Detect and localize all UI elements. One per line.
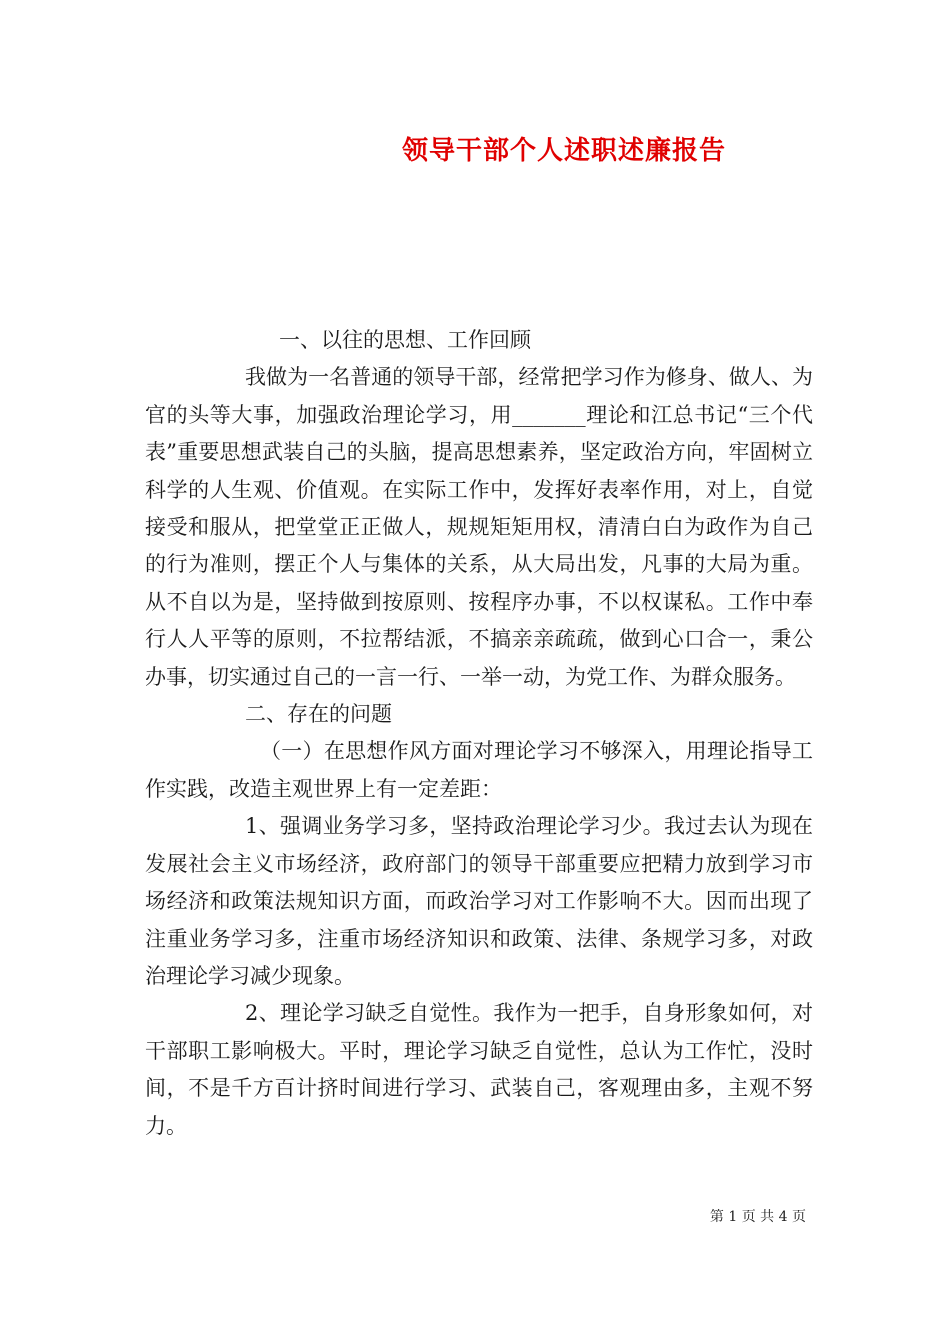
list-item-2: 2、理论学习缺乏自觉性。我作为一把手，自身形象如何，对干部职工影响极大。平时，理论学习缺乏自觉性，总认为工作忙，没时间，不是千方百计挤时间进行学习、武装自己，客观理由多，主观不努力。 — [145, 1001, 813, 1138]
subsection-heading-1: （一）在思想作风方面对理论学习不够深入，用理论指导工作实践，改造主观世界上有一定差距： — [145, 739, 813, 801]
page-number: 第 1 页 共 4 页 — [709, 1209, 806, 1225]
section-heading-1: 一、以往的思想、工作回顾 — [279, 328, 531, 352]
list-item-1: 1、强调业务学习多，坚持政治理论学习少。我过去认为现在发展社会主义市场经济，政府部门的领导干部重要应把精力放到学习市场经济和政策法规知识方面，而政治学习对工作影响不大。因而出现了注重业务学习多，注重市场经济知识和政策、法律、条规学习多，对政治理论学习减少现象。 — [145, 814, 813, 988]
section-heading-2: 二、存在的问题 — [245, 702, 392, 727]
document-body — [145, 322, 813, 1145]
document-title: 领导干部个人述职述廉报告 — [401, 136, 726, 166]
paragraph-1: 我做为一名普通的领导干部，经常把学习作为修身、做人、为官的头等大事，加强政治理论学习，用_______理论和江总书记“三个代表”重要思想武装自己的头脑，提高思想素养，坚定政治方向，牢固树立科学的人生观、价值观。在实际工作中，发挥好表率作用，对上，自觉接受和服从，把堂堂正正做人，规规矩矩用权，清清白白为政作为自己的行为准则，摆正个人与集体的关系，从大局出发，凡事的大局为重。从不自以为是，坚持做到按原则、按程序办事，不以权谋私。工作中奉行人人平等的原则，不拉帮结派，不搞亲亲疏疏，做到心口合一，秉公办事，切实通过自己的一言一行、一举一动，为党工作、为群众服务。 — [145, 365, 813, 689]
